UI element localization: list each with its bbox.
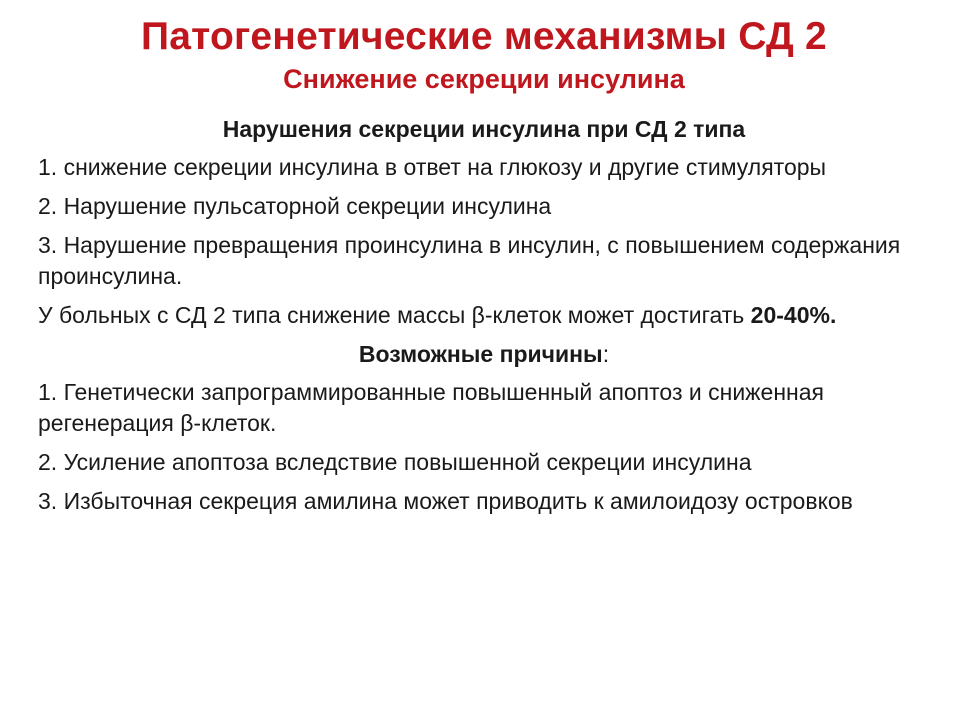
beta-cell-note-text: У больных с СД 2 типа снижение массы β-клеток может достигать xyxy=(38,302,751,328)
slide-subtitle: Снижение секреции инсулина xyxy=(283,64,685,94)
section-heading-causes-text: Возможные причины xyxy=(358,341,603,367)
section-heading-causes xyxy=(38,339,930,369)
list-item: 2. Нарушение пульсаторной секреции инсулина xyxy=(38,193,552,219)
list-item: 1. снижение секреции инсулина в ответ на глюкозу и другие стимуляторы xyxy=(38,154,827,180)
section-heading-disorders: Нарушения секреции инсулина при СД 2 типа xyxy=(222,116,746,142)
beta-cell-note xyxy=(38,300,930,331)
list-item: 1. Генетически запрограммированные повышенный апоптоз и сниженная регенерация β-клеток. xyxy=(38,379,824,436)
list-item: 3. Нарушение превращения проинсулина в инсулин, с повышением содержания проинсулина. xyxy=(38,232,901,289)
slide-title: Патогенетические механизмы СД 2 xyxy=(141,15,827,58)
section-heading-causes-colon: : xyxy=(602,341,610,367)
list-item: 3. Избыточная секреция амилина может приводить к амилоидозу островков xyxy=(38,488,853,514)
list-item: 2. Усиление апоптоза вследствие повышенной секреции инсулина xyxy=(38,449,752,475)
beta-cell-note-value: 20-40%. xyxy=(750,302,837,328)
